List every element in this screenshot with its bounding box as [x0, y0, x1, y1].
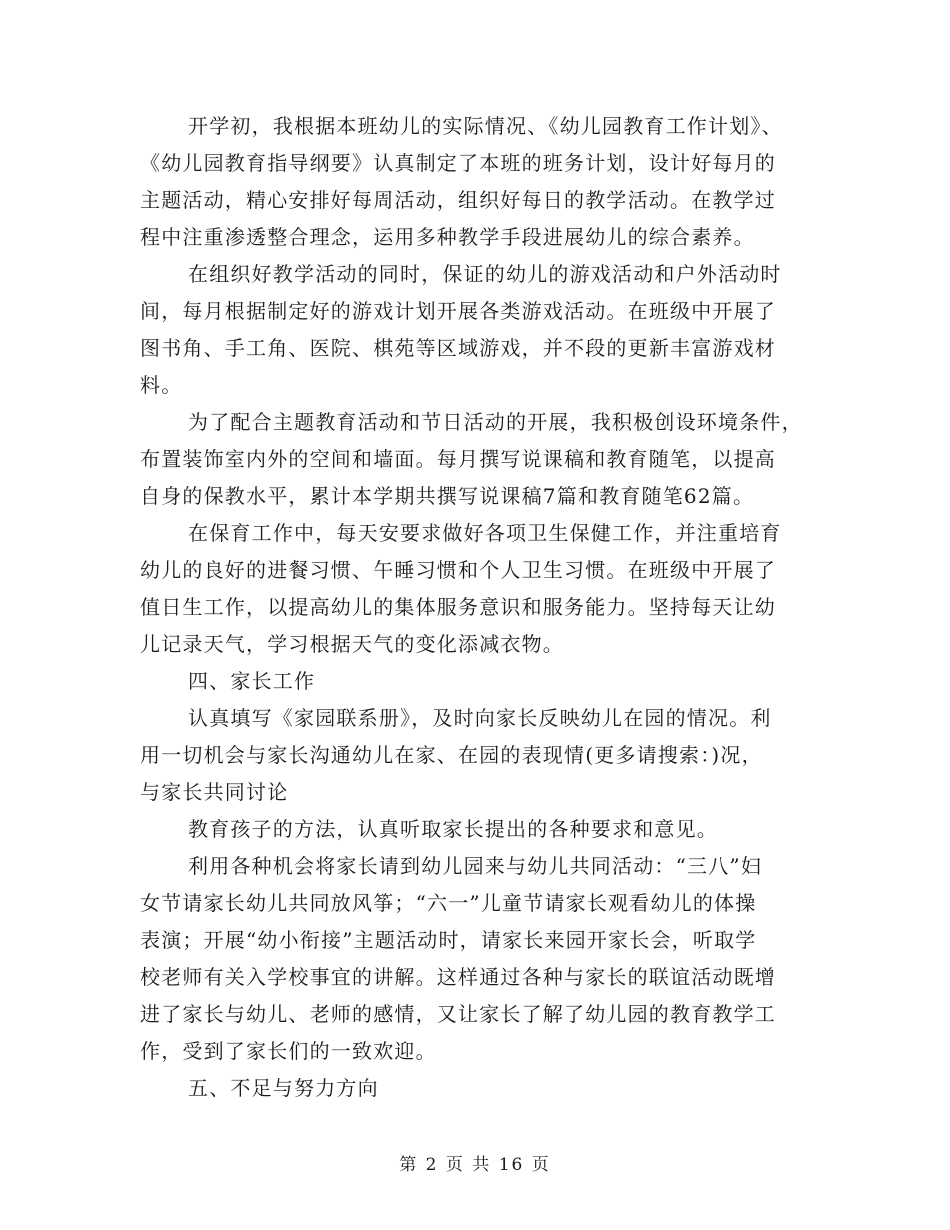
paragraph-line: 主题活动，精心安排好每周活动，组织好每日的教学活动。在教学过: [140, 188, 776, 212]
paragraph-line: 为了配合主题教育活动和节日活动的开展，我积极创设环境条件，: [188, 410, 803, 434]
paragraph-line: 用一切机会与家长沟通幼儿在家、在园的表现情(更多请搜索：)况，: [140, 743, 763, 767]
paragraph-line: 教育孩子的方法，认真听取家长提出的各种要求和意见。: [188, 817, 718, 841]
paragraph-line: 女节请家长幼儿共同放风筝；“六一”儿童节请家长观看幼儿的体操: [140, 891, 757, 915]
body-text: [140, 108, 810, 1107]
paragraph-line: 认真填写《家园联系册》，及时向家长反映幼儿在园的情况。利: [188, 706, 772, 730]
paragraph-line: 布置装饰室内外的空间和墙面。每月撰写说课稿和教育随笔，以提高: [140, 447, 776, 471]
paragraph-line: 开学初，我根据本班幼儿的实际情况、《幼儿园教育工作计划》、: [188, 114, 783, 138]
paragraph-line: 《幼儿园教育指导纲要》认真制定了本班的班务计划，设计好每月的: [140, 151, 776, 175]
paragraph-line: 作，受到了家长们的一致欢迎。: [140, 1039, 437, 1063]
paragraph-line: 校老师有关入学校事宜的讲解。这样通过各种与家长的联谊活动既增: [140, 965, 776, 989]
paragraph-line: 儿记录天气，学习根据天气的变化添减衣物。: [140, 632, 564, 656]
paragraph-line: 与家长共同讨论: [140, 780, 289, 804]
paragraph-line: 表演；开展“幼小衔接”主题活动时，请家长来园开家长会，听取学: [140, 928, 757, 952]
paragraph-line: 自身的保教水平，累计本学期共撰写说课稿7篇和教育随笔62篇。: [140, 484, 755, 508]
paragraph-line: 在保育工作中，每天安要求做好各项卫生保健工作，并注重培育: [188, 521, 782, 545]
paragraph-line: 幼儿的良好的进餐习惯、午睡习惯和个人卫生习惯。在班级中开展了: [140, 558, 776, 582]
paragraph-line: 料。: [140, 373, 183, 397]
page-footer: 第 2 页 共 16 页: [399, 1155, 551, 1175]
paragraph-line: 利用各种机会将家长请到幼儿园来与幼儿共同活动：“三八”妇: [188, 854, 763, 878]
paragraph-line: 值日生工作，以提高幼儿的集体服务意识和服务能力。坚持每天让幼: [140, 595, 776, 619]
paragraph-line: 间，每月根据制定好的游戏计划开展各类游戏活动。在班级中开展了: [140, 299, 776, 323]
section-heading: 四、家长工作: [188, 669, 316, 693]
paragraph-line: 进了家长与幼儿、老师的感情，又让家长了解了幼儿园的教育教学工: [140, 1002, 776, 1026]
paragraph-line: 在组织好教学活动的同时，保证的幼儿的游戏活动和户外活动时: [188, 262, 782, 286]
section-heading: 五、不足与努力方向: [188, 1076, 379, 1100]
paragraph-line: 程中注重渗透整合理念，运用多种教学手段进展幼儿的综合素养。: [140, 225, 755, 249]
paragraph-line: 图书角、手工角、医院、棋苑等区域游戏，并不段的更新丰富游戏材: [140, 336, 776, 360]
